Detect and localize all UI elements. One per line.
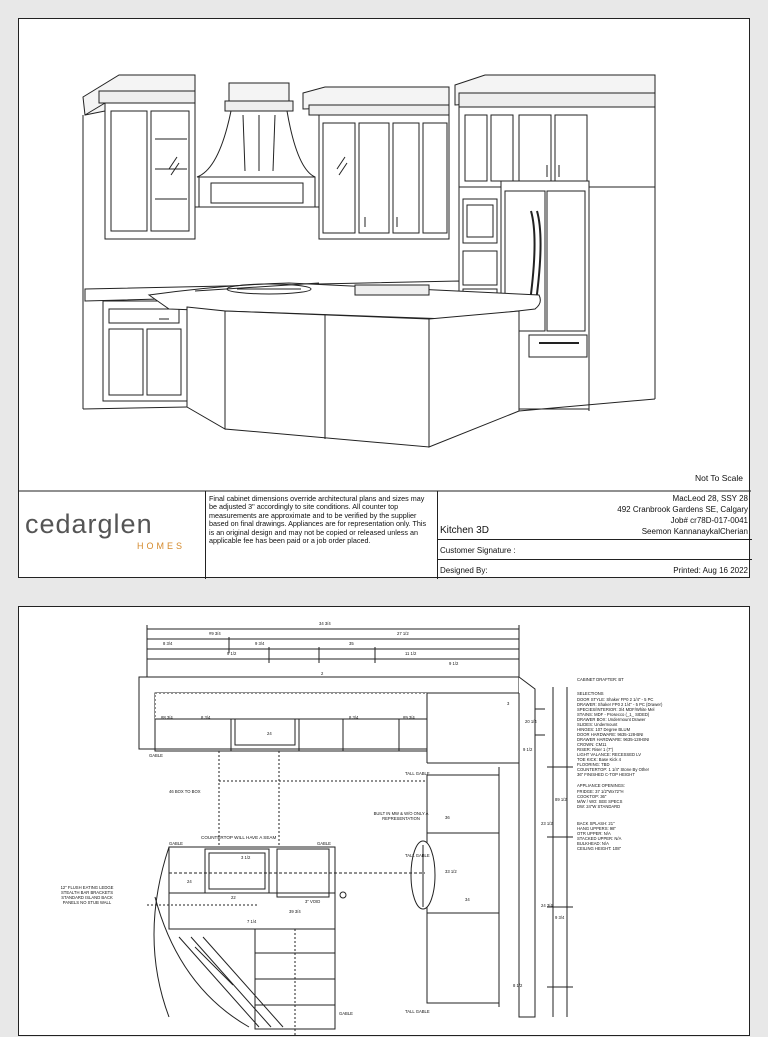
appliance-openings-title: APPLIANCE OPENINGS: — [577, 783, 625, 788]
dimension-label: 34 3/4 — [319, 621, 331, 626]
selection-item: LIGHT VALANCE: RECESSED LV — [577, 752, 641, 757]
gable-label: GABLE — [317, 841, 331, 846]
title-block-info — [437, 491, 752, 579]
built-in-microwave-note: BUILT IN MW & W/O ONLY A REPRESENTATION — [373, 811, 429, 821]
dimension-label: 3 — [507, 701, 510, 706]
tall-gable-label: TALL GABLE — [405, 1009, 430, 1014]
selections-list — [577, 697, 662, 777]
dimension-label: 8 3/4 — [201, 715, 211, 720]
extra-note: HANG UPPERS: 98" — [577, 826, 616, 831]
dimension-label: 8 3/4 — [163, 641, 173, 646]
logo-cell — [19, 491, 206, 579]
kitchen-plan-drawing — [19, 607, 751, 1037]
selection-item: DOOR HARDWARE: 9635-128-BNI — [577, 732, 644, 737]
project-name: MacLeod 28, SSY 28 — [672, 494, 748, 503]
selection-item: RISER: Riser 1 (7") — [577, 747, 614, 752]
designed-by-label: Designed By: — [440, 566, 488, 575]
countertop-seam-label: COUNTERTOP WILL HAVE A SEAM — [201, 835, 277, 840]
dimension-label: 9 1/2 — [523, 747, 533, 752]
dimension-label: 9 3/4 — [555, 915, 565, 920]
extra-note: BULKHEAD: N/A — [577, 841, 609, 846]
dimension-label: 11 1/2 — [405, 651, 417, 656]
selection-item: COUNTERTOP: 1 1/4" Stone By Other — [577, 767, 650, 772]
cabinet-drafter-note: CABINET DRAFTER: BT — [577, 677, 624, 682]
gable-label: GABLE — [339, 1011, 353, 1016]
printed-date: Printed: Aug 16 2022 — [673, 566, 748, 575]
extra-note: STACKED UPPER: N/A — [577, 836, 622, 841]
dimension-label: 7 1/4 — [247, 919, 257, 924]
extra-note: CEILING HEIGHT: 108" — [577, 846, 622, 851]
void-label: 3" VOID — [305, 899, 321, 904]
extra-notes-list — [577, 821, 621, 851]
dimension-label: 34 — [465, 897, 470, 902]
dimension-label: 24 — [267, 731, 272, 736]
selection-item: 36" FINISHED C-TOP HEIGHT — [577, 772, 635, 777]
selection-item: CROWN: CM11 — [577, 742, 607, 747]
dimension-label: #9 3/4 — [209, 631, 221, 636]
dimension-label: 9 3/4 — [255, 641, 265, 646]
dimension-label: 2 — [321, 671, 324, 676]
selection-item: FLOORING: TBD — [577, 762, 610, 767]
dimension-label: 36 — [445, 815, 450, 820]
dimension-label: 9 1/2 — [227, 651, 237, 656]
tall-gable-label: TALL GABLE — [405, 771, 430, 776]
cedarglen-logo-text: cedarglen — [25, 509, 153, 539]
dimension-label: 89 1/2 — [555, 797, 567, 802]
selection-item: DRAWER HARDWARE: 9635-128-BNI — [577, 737, 650, 742]
appliance-item: M/W / WO: SEE SPECS — [577, 799, 623, 804]
extra-note: OTR UPPER: N/A — [577, 831, 611, 836]
selection-item: DRAWER: Shaker FP0 2 1/4" - 5 PC (Drawer) — [577, 702, 663, 707]
dimension-label: 24 — [187, 879, 192, 884]
dimension-label: 24 3/4 — [541, 903, 553, 908]
dimension-label: 20 1/4 — [525, 719, 537, 724]
kitchen-3d-sheet — [18, 18, 750, 578]
dimension-label: 22 — [231, 895, 236, 900]
appliance-item: FRIDGE: 37 1/2"Wx72"H — [577, 789, 624, 794]
appliance-item: COOKTOP: 36" — [577, 794, 607, 799]
dimension-label: 33 1/2 — [445, 869, 457, 874]
customer-signature-label: Customer Signature : — [440, 546, 516, 555]
dimension-label: 9 1/2 — [449, 661, 459, 666]
homes-logo-text: HOMES — [137, 541, 186, 551]
selection-item: SPECIES/INTERIOR: 3/4 MDF/White Mel — [577, 707, 655, 712]
appliance-item: DW: 24"W STANDARD — [577, 804, 621, 809]
not-to-scale-note: Not To Scale — [694, 473, 743, 483]
selection-item: SLIDES: Undermount — [577, 722, 618, 727]
dimension-label: 23 1/2 — [541, 821, 553, 826]
selection-item: TOE KICK: Base Kick 4 — [577, 757, 621, 762]
selection-item: HINGES: 107 Degree BLUM — [577, 727, 631, 732]
dimension-label: 8 3/4 — [349, 715, 359, 720]
disclaimer-text: Final cabinet dimensions override architectural plans and sizes may be adjusted 3" accordingly to site conditions. All counter top measurements are approximate and to be verified by the supplier based on final drawings. Appliances are for representation only. This is an original design and may not be copied or released unless an applicable fee has been paid or a job order placed. — [209, 494, 427, 546]
box-to-box-label: 46 BOX TO BOX — [169, 789, 201, 794]
gable-label: GABLE — [169, 841, 183, 846]
extra-note: BACK SPLASH: 21" — [577, 821, 615, 826]
dimension-label: #8 3/4 — [161, 715, 173, 720]
dimension-label: 27 1/2 — [397, 631, 409, 636]
eating-ledge-note: 12" FLUSH EATING LEDGE STEALTH BAR BRACKETS STANDARD ISLAND BACK PANELS NO STUB WALL — [60, 885, 114, 905]
dimension-label: 39 3/4 — [289, 909, 301, 914]
dimension-label: 3 1/2 — [241, 855, 251, 860]
dimension-label: #9 3/4 — [403, 715, 415, 720]
appliance-list — [577, 789, 624, 809]
tall-gable-label: TALL GABLE — [405, 853, 430, 858]
job-number: Job# cr78D-017-0041 — [670, 516, 748, 525]
dimension-label: 35 — [349, 641, 354, 646]
selections-title: SELECTIONS — [577, 691, 604, 696]
gable-label: GABLE — [149, 753, 163, 758]
client-name: Seemon KannanaykalCherian — [641, 527, 748, 536]
selection-item: DOOR STYLE: Shaker FP0 2 1/4" - 5 PC — [577, 697, 654, 702]
selection-item: DRAWER BOX: Undermount Drawer — [577, 717, 646, 722]
dimension-label: 8 1/2 — [513, 983, 523, 988]
kitchen-plan-sheet — [18, 606, 750, 1036]
project-address: 492 Cranbrook Gardens SE, Calgary — [617, 505, 748, 514]
selection-item: STAINS: MDF - Prosecco (_1_ SIDED) — [577, 712, 650, 717]
view-title: Kitchen 3D — [440, 525, 489, 536]
